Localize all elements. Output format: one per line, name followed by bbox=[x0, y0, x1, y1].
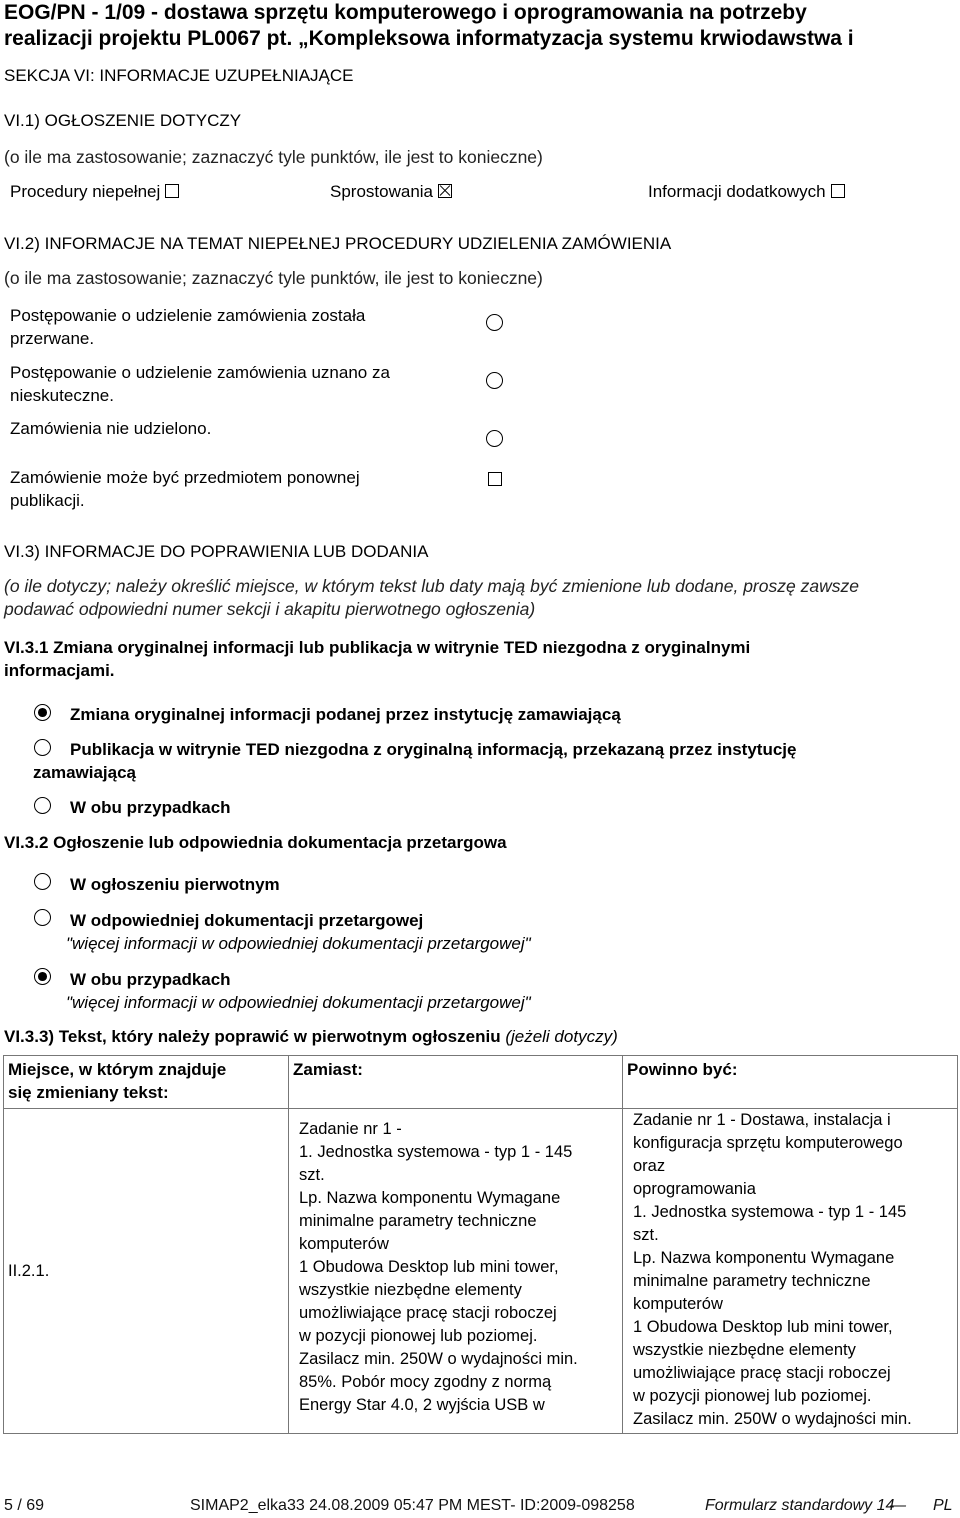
form-name: Formularz standardowy 14 bbox=[705, 1497, 895, 1514]
cell-line: oprogramowania bbox=[633, 1180, 756, 1198]
vi3-2-heading: VI.3.2 Ogłoszenie lub odpowiednia dokumentacja przetargowa bbox=[4, 833, 507, 852]
footer-separator: — bbox=[890, 1497, 906, 1514]
cell-line: 1. Jednostka systemowa - typ 1 - 145 bbox=[633, 1203, 907, 1221]
cell-instead bbox=[289, 1109, 623, 1434]
document-title-line2: realizacji projektu PL0067 pt. „Kompleksowa informatyzacja systemu krwiodawstwa i bbox=[4, 27, 854, 50]
cell-line: Zadanie nr 1 - bbox=[299, 1120, 402, 1138]
header-text: Miejsce, w którym znajduje bbox=[8, 1060, 227, 1079]
vi2-heading: VI.2) INFORMACJE NA TEMAT NIEPEŁNEJ PROCEDURY UDZIELENIA ZAMÓWIENIA bbox=[4, 234, 672, 253]
cell-line: minimalne parametry techniczne bbox=[299, 1212, 537, 1230]
vi3-3-heading bbox=[4, 1027, 618, 1047]
vi3-note-line2: podawać odpowiedni numer sekcji i akapitu pierwotnego ogłoszenia) bbox=[4, 599, 536, 619]
vi3-note-line1: (o ile dotyczy; należy określić miejsce, w którym tekst lub daty mają być zmienione lub dodane, proszę zawsze bbox=[4, 576, 859, 596]
cell-line: w pozycji pionowej lub poziomej. bbox=[633, 1387, 872, 1405]
vi1-note: (o ile ma zastosowanie; zaznaczyć tyle punktów, ile jest to konieczne) bbox=[4, 147, 543, 167]
vi1-heading: VI.1) OGŁOSZENIE DOTYCZY bbox=[4, 111, 242, 130]
cell-line: 1 Obudowa Desktop lub mini tower, bbox=[299, 1258, 559, 1276]
option-procedury-niepelnej[interactable] bbox=[10, 182, 179, 202]
cell-line: Energy Star 4.0, 2 wyjścia USB w bbox=[299, 1396, 545, 1414]
cell-place: II.2.1. bbox=[4, 1109, 289, 1434]
vi3-heading: VI.3) INFORMACJE DO POPRAWIENIA LUB DODANIA bbox=[4, 542, 429, 561]
radio-zmiana-oryginalnej[interactable] bbox=[34, 704, 51, 721]
cell-line: Lp. Nazwa komponentu Wymagane bbox=[633, 1249, 895, 1267]
cell-line: minimalne parametry techniczne bbox=[633, 1272, 871, 1290]
item-text: Postępowanie o udzielenie zamówienia uznano za bbox=[10, 363, 390, 382]
checkbox-icon[interactable] bbox=[831, 184, 845, 198]
cell-line: szt. bbox=[299, 1166, 325, 1184]
vi2-item-nie-udzielono: Zamówienia nie udzielono. bbox=[10, 419, 212, 438]
cell-line: konfiguracja sprzętu komputerowego bbox=[633, 1134, 903, 1152]
radio-przerwane[interactable] bbox=[486, 314, 503, 331]
option-obu-przypadkach-2-note: "więcej informacji w odpowiedniej dokumentacji przetargowej" bbox=[66, 993, 531, 1012]
cell-line: umożliwiające pracę stacji roboczej bbox=[299, 1304, 557, 1322]
item-text: nieskuteczne. bbox=[10, 386, 114, 405]
option-label: Informacji dodatkowych bbox=[648, 182, 826, 201]
radio-ogloszenie-pierwotne[interactable] bbox=[34, 873, 51, 890]
cell-should-be bbox=[623, 1109, 958, 1434]
option-zmiana-oryginalnej: Zmiana oryginalnej informacji podanej przez instytucję zamawiającą bbox=[70, 705, 621, 724]
section-heading: SEKCJA VI: INFORMACJE UZUPEŁNIAJĄCE bbox=[4, 66, 354, 85]
item-text: Zamówienie może być przedmiotem ponownej bbox=[10, 468, 360, 487]
cell-line: szt. bbox=[633, 1226, 659, 1244]
checked-checkbox-icon[interactable] bbox=[438, 184, 452, 198]
option-dokumentacja: W odpowiedniej dokumentacji przetargowej bbox=[70, 911, 424, 930]
vi2-item-nieskuteczne bbox=[10, 361, 390, 407]
item-text: publikacji. bbox=[10, 491, 85, 510]
radio-obu-przypadkach[interactable] bbox=[34, 797, 51, 814]
radio-nie-udzielono[interactable] bbox=[486, 430, 503, 447]
option-publikacja-ted-line1: Publikacja w witrynie TED niezgodna z oryginalną informacją, przekazaną przez instytucję bbox=[70, 740, 797, 759]
cell-line: komputerów bbox=[299, 1235, 389, 1253]
cell-line: Lp. Nazwa komponentu Wymagane bbox=[299, 1189, 561, 1207]
correction-table bbox=[3, 1055, 958, 1434]
vi2-item-przerwane bbox=[10, 304, 365, 350]
option-obu-przypadkach: W obu przypadkach bbox=[70, 798, 231, 817]
cell-line: wszystkie niezbędne elementy bbox=[299, 1281, 522, 1299]
radio-publikacja-ted[interactable] bbox=[34, 739, 51, 756]
radio-dokumentacja[interactable] bbox=[34, 909, 51, 926]
document-title-line1: EOG/PN - 1/09 - dostawa sprzętu komputerowego i oprogramowania na potrzeby bbox=[4, 1, 807, 24]
header-text: się zmieniany tekst: bbox=[8, 1083, 169, 1102]
option-informacji-dodatkowych[interactable] bbox=[648, 182, 845, 202]
table-row bbox=[4, 1109, 958, 1434]
vi3-3-heading-bold: VI.3.3) Tekst, który należy poprawić w pierwotnym ogłoszeniu bbox=[4, 1027, 501, 1046]
vi3-3-heading-italic: (jeżeli dotyczy) bbox=[505, 1027, 618, 1046]
option-dokumentacja-note: "więcej informacji w odpowiedniej dokumentacji przetargowej" bbox=[66, 934, 531, 953]
cell-line: Zasilacz min. 250W o wydajności min. bbox=[299, 1350, 578, 1368]
cell-line: komputerów bbox=[633, 1295, 723, 1313]
item-text: przerwane. bbox=[10, 329, 95, 348]
cell-line: 85%. Pobór mocy zgodny z normą bbox=[299, 1373, 552, 1391]
item-text: Postępowanie o udzielenie zamówienia została bbox=[10, 306, 366, 325]
cell-line: umożliwiające pracę stacji roboczej bbox=[633, 1364, 891, 1382]
cell-line: 1. Jednostka systemowa - typ 1 - 145 bbox=[299, 1143, 573, 1161]
vi3-1-heading-line1: VI.3.1 Zmiana oryginalnej informacji lub publikacja w witrynie TED niezgodna z oryginalnymi bbox=[4, 638, 751, 657]
cell-line: Zadanie nr 1 - Dostawa, instalacja i bbox=[633, 1111, 891, 1129]
option-sprostowania[interactable] bbox=[330, 182, 452, 202]
header-place bbox=[4, 1056, 289, 1109]
radio-nieskuteczne[interactable] bbox=[486, 372, 503, 389]
vi2-item-ponowna-publikacja bbox=[10, 466, 360, 512]
header-instead: Zamiast: bbox=[289, 1056, 623, 1109]
cell-line: wszystkie niezbędne elementy bbox=[633, 1341, 856, 1359]
document-id: SIMAP2_elka33 24.08.2009 05:47 PM MEST- ID:2009-098258 bbox=[190, 1497, 635, 1514]
header-should-be: Powinno być: bbox=[623, 1056, 958, 1109]
option-ogloszenie-pierwotne: W ogłoszeniu pierwotnym bbox=[70, 875, 280, 894]
checkbox-icon[interactable] bbox=[165, 184, 179, 198]
table-header-row bbox=[4, 1056, 958, 1109]
option-label: Sprostowania bbox=[330, 182, 434, 201]
checkbox-ponowna-publikacja[interactable] bbox=[488, 472, 502, 486]
cell-line: w pozycji pionowej lub poziomej. bbox=[299, 1327, 538, 1345]
language-code: PL bbox=[933, 1497, 953, 1514]
cell-line: Zasilacz min. 250W o wydajności min. bbox=[633, 1410, 912, 1428]
option-label: Procedury niepełnej bbox=[10, 182, 161, 201]
vi2-note: (o ile ma zastosowanie; zaznaczyć tyle punktów, ile jest to konieczne) bbox=[4, 268, 543, 288]
option-publikacja-ted-line2: zamawiającą bbox=[33, 763, 137, 782]
cell-line: 1 Obudowa Desktop lub mini tower, bbox=[633, 1318, 893, 1336]
option-obu-przypadkach-2: W obu przypadkach bbox=[70, 970, 231, 989]
vi3-1-heading-line2: informacjami. bbox=[4, 661, 115, 680]
page-number: 5 / 69 bbox=[4, 1497, 45, 1514]
radio-obu-przypadkach-2[interactable] bbox=[34, 968, 51, 985]
cell-line: oraz bbox=[633, 1157, 666, 1175]
